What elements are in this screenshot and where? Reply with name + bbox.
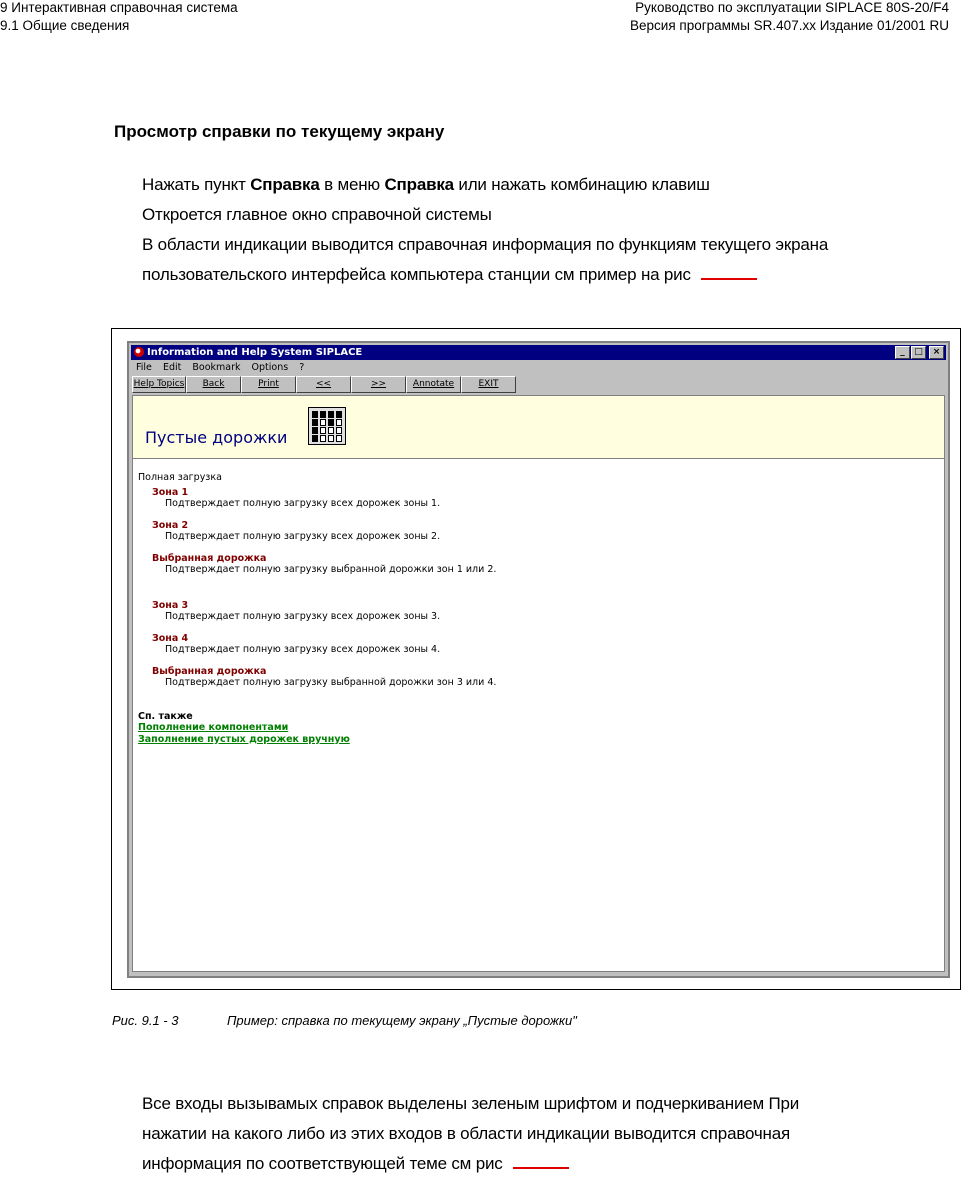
toolbar [132, 376, 516, 393]
window-titlebar[interactable] [131, 345, 946, 360]
zone-heading: Выбранная дорожка [152, 552, 267, 564]
text: или нажать комбинацию клавиш [453, 175, 710, 194]
figure-frame [111, 328, 961, 990]
app-icon [134, 347, 144, 357]
button-label: << [315, 379, 332, 389]
next-button[interactable] [351, 376, 406, 393]
annotate-button[interactable] [406, 376, 461, 393]
intro-line-3: В области индикации выводится справочная информация по функциям текущего экрана [142, 235, 829, 254]
zone-heading: Зона 2 [152, 519, 189, 531]
header-chapter: 9 Интерактивная справочная система [0, 0, 238, 15]
button-label: EXIT [478, 379, 499, 389]
intro-line-1 [142, 170, 828, 200]
prev-button[interactable] [296, 376, 351, 393]
section-title: Просмотр справки по текущему экрану [114, 122, 445, 141]
button-label: Help Topics [133, 379, 185, 389]
menu-help[interactable]: ? [299, 362, 305, 373]
intro-paragraph [142, 170, 828, 290]
outro-line-1: Все входы вызывамых справок выделены зеленым шрифтом и подчеркиванием При [142, 1094, 800, 1113]
zone-heading: Выбранная дорожка [152, 665, 267, 677]
bold-menu-name: Справка [384, 175, 454, 194]
bold-menu-item: Справка [250, 175, 320, 194]
button-label: Print [258, 379, 279, 389]
menu-options[interactable]: Options [251, 362, 289, 373]
exit-button[interactable] [461, 376, 516, 393]
zone-description: Подтверждает полную загрузку выбранной дорожки зон 3 или 4. [165, 677, 497, 688]
close-button[interactable]: × [929, 346, 944, 359]
caption-number: Рис. 9.1 - 3 [112, 1013, 179, 1028]
zone-description: Подтверждает полную загрузку всех дорожек зоны 3. [165, 611, 441, 622]
content-heading: Полная загрузка [138, 472, 222, 483]
zone-description: Подтверждает полную загрузку выбранной дорожки зон 1 или 2. [165, 564, 497, 575]
help-topics-button[interactable] [132, 376, 186, 393]
link-text[interactable]: Пополнение компонентами [138, 722, 289, 733]
window-title: Information and Help System SIPLACE [147, 347, 363, 358]
text: Нажать пункт [142, 175, 251, 194]
back-button[interactable] [186, 376, 241, 393]
caption-text: Пример: справка по текущему экрану „Пустые дорожки" [227, 1013, 577, 1028]
help-content-area [132, 395, 945, 972]
header-version: Версия программы SR.407.xx Издание 01/2001 RU [630, 18, 949, 33]
outro-paragraph [142, 1089, 799, 1179]
header-section: 9.1 Общие сведения [0, 18, 130, 33]
text: пользовательского интерфейса компьютера станции см пример на рис [142, 265, 691, 284]
button-label: >> [370, 379, 387, 389]
zone-heading: Зона 4 [152, 632, 189, 644]
help-link[interactable] [138, 722, 496, 734]
text: в меню [319, 175, 385, 194]
figure-reference-blank [513, 1153, 569, 1169]
header-manual-title: Руководство по эксплуатации SIPLACE 80S-20/F4 [635, 0, 949, 15]
zone-description: Подтверждает полную загрузку всех дорожек зоны 2. [165, 531, 441, 542]
figure-reference-blank [701, 264, 757, 280]
window-controls [895, 346, 944, 359]
zone-description: Подтверждает полную загрузку всех дорожек зоны 1. [165, 498, 441, 509]
print-button[interactable] [241, 376, 296, 393]
zone-heading: Зона 3 [152, 599, 189, 611]
menu-bar [131, 361, 307, 375]
intro-line-2: Откроется главное окно справочной системы [142, 205, 492, 224]
intro-line-4 [142, 260, 828, 290]
zone-description: Подтверждает полную загрузку всех дорожек зоны 4. [165, 644, 441, 655]
help-window [127, 341, 950, 978]
minimize-button[interactable]: _ [895, 346, 910, 359]
outro-line-2: нажатии на какого либо из этих входов в области индикации выводится справочная [142, 1124, 790, 1143]
link-text[interactable]: Заполнение пустых дорожек вручную [138, 733, 350, 745]
see-also-label: Сп. также [138, 710, 193, 722]
menu-edit[interactable]: Edit [162, 362, 182, 373]
button-label: Annotate [412, 379, 455, 389]
menu-bookmark[interactable]: Bookmark [192, 362, 241, 373]
help-body-text [138, 472, 496, 745]
figure-caption [112, 1013, 577, 1028]
text: информация по соответствующей теме см рис [142, 1154, 503, 1173]
button-label: Back [202, 379, 225, 389]
menu-file[interactable]: File [136, 362, 152, 373]
help-link[interactable] [138, 734, 496, 746]
topic-banner [133, 396, 944, 459]
maximize-button[interactable]: □ [911, 346, 926, 359]
topic-title: Пустые дорожки [145, 428, 288, 447]
zone-heading: Зона 1 [152, 486, 189, 498]
feeder-tracks-icon [308, 407, 346, 445]
